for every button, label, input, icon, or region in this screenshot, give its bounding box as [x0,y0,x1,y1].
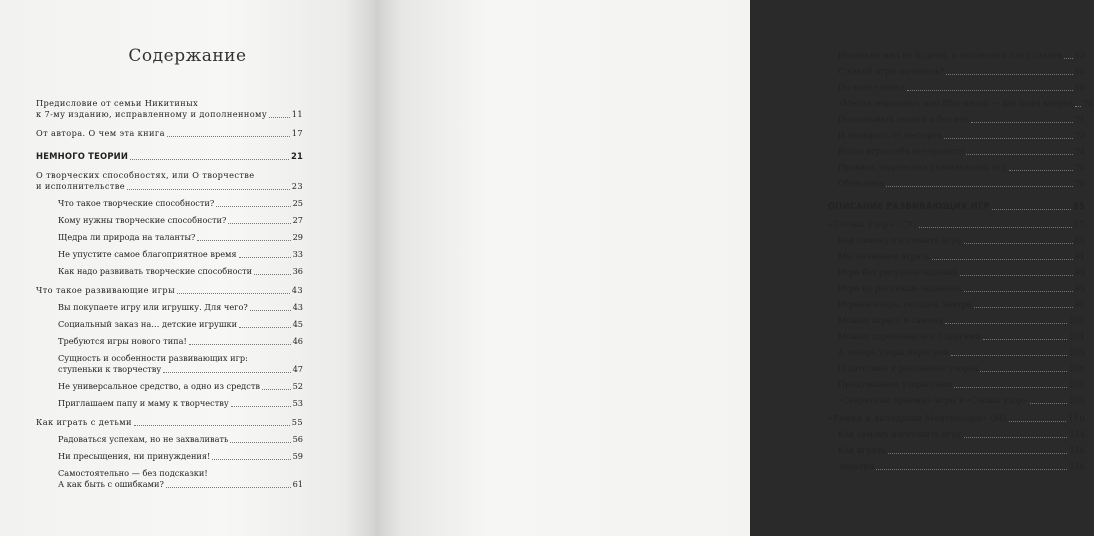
toc-list-left [36,98,303,490]
toc-entry [828,347,1085,358]
toc-page-number: 55 [291,417,303,427]
toc-entry-title: Можно соревноваться с другими [838,331,982,341]
dot-leader [269,117,290,118]
toc-page-number: 43 [292,302,303,312]
toc-entry [36,151,303,162]
toc-page-number: 93 [1074,267,1085,277]
toc-entry [36,128,303,139]
toc-list-right [828,45,1094,472]
toc-entry-title: А как быть с ошибками? [58,479,164,489]
dot-leader [964,291,1073,292]
toc-page-number: 45 [292,319,303,329]
dot-leader [944,138,1073,139]
toc-entry [828,395,1085,406]
toc-entry-title: «Метод ледокола», или Шаг назад — два шага вперед [838,98,1074,108]
toc-entry-title: Щедра ли природа на таланты? [58,232,196,242]
toc-page-number: 73 [1074,130,1085,140]
toc-entry-title: Социальный заказ на… детские игрушки [58,319,238,329]
toc-entry [828,146,1085,157]
toc-entry-title: «Рамки и вкладыши Монтессори» (М) [828,413,1007,423]
toc-entry [828,315,1085,326]
toc-entry [828,429,1085,440]
toc-page-number: 91 [1074,251,1085,261]
toc-page-number: 25 [292,198,303,208]
toc-entry [828,251,1085,262]
toc-entry [36,170,303,192]
toc-entry-title: Играем вчера, сегодня, завтра [838,299,972,309]
toc-entry [36,468,303,490]
toc-entry-title: Что такое развивающие игры [36,285,175,295]
toc-page-number: 100 [1069,315,1085,325]
dot-leader [964,243,1073,244]
dot-leader [228,223,290,224]
toc-entry [828,445,1085,456]
toc-entry-title: и исполнительстве [36,181,126,191]
toc-page-number: 87 [1073,219,1085,229]
left-page [0,0,375,536]
toc-entry-title: Не универсальное средство, а одно из средств [58,381,260,391]
toc-entry [36,215,303,226]
dot-leader [886,186,1073,187]
toc-page-number: 68 [1074,82,1085,92]
toc-page-number: 110 [1068,413,1085,423]
dot-leader [945,323,1067,324]
toc-page-number: 116 [1069,461,1085,471]
toc-entry-title: Ни пресыщения, ни принуждения! [58,451,211,461]
toc-page-number: 116 [1069,445,1085,455]
toc-entry [36,336,303,347]
toc-entry [36,319,303,330]
dot-leader [992,209,1071,210]
toc-entry-title: Как играть с детьми [36,417,132,427]
dot-leader [216,206,290,207]
toc-entry-title: Радоваться успехам, но не захваливать [58,434,229,444]
toc-entry [36,353,303,375]
dot-leader [964,437,1068,438]
toc-page-number: 53 [292,398,303,408]
toc-entry-title: ОПИСАНИЕ РАЗВИВАЮЩИХ ИГР [828,201,990,211]
toc-entry [828,461,1085,472]
toc-entry [828,50,1085,61]
toc-entry [36,381,303,392]
toc-entry [828,267,1085,278]
toc-page-number: 29 [292,232,303,242]
toc-page-number: 106 [1069,363,1085,373]
toc-page-number: 108 [1069,379,1085,389]
toc-entry-title: Вы покупаете игру или игрушку. Для чего? [58,302,248,312]
page-title: Содержание [128,46,247,66]
toc-entry [828,235,1085,246]
dot-leader [907,90,1073,91]
toc-entry-title: Можно играть и самому [838,315,944,325]
toc-page-number: 47 [292,364,303,374]
toc-entry-title: ступеньки к творчеству [58,364,162,374]
toc-entry [828,283,1085,294]
toc-entry-title: Правила творческих развивающих игр [838,162,1007,172]
dot-leader [230,442,290,443]
dot-leader [983,339,1067,340]
toc-entry [36,417,303,428]
toc-entry [828,363,1085,374]
toc-page-number: 70 [1083,98,1094,108]
toc-page-number: 66 [1074,66,1085,76]
dot-leader [167,136,290,137]
toc-page-number: 74 [1074,146,1085,156]
toc-entry [36,398,303,409]
dot-leader [127,189,290,190]
toc-entry-title: к 7-му изданию, исправленному и дополненному [36,109,268,119]
dot-leader [239,257,291,258]
toc-page-number: 46 [292,336,303,346]
dot-leader [974,307,1073,308]
dot-leader [1030,403,1068,404]
toc-entry [828,162,1085,173]
dot-leader [189,344,291,345]
toc-page-number: 98 [1074,299,1085,309]
toc-entry [36,198,303,209]
right-page [375,0,1094,536]
toc-entry [828,130,1085,141]
toc-entry-title-line: Предисловие от семьи Никитиных [36,98,199,108]
toc-entry-title: Когда игры себя исчерпают? [838,146,965,156]
toc-entry-title: Как самому изготовить игру [838,429,962,439]
toc-entry-title: Требуются игры нового типа! [58,336,187,346]
toc-entry-title: Мы начинаем играть [838,251,930,261]
toc-page-number: 114 [1069,429,1085,439]
toc-page-number: 11 [291,109,303,119]
toc-page-number: 59 [292,451,303,461]
toc-page-number: 27 [292,215,303,225]
toc-page-number: 23 [291,181,303,191]
toc-entry-title-line: Самостоятельно — без подсказки! [58,468,208,478]
toc-page-number: 78 [1074,178,1085,188]
toc-entry-title: Как играть [838,445,886,455]
toc-entry [36,266,303,277]
toc-page-number: 43 [291,285,303,295]
dot-leader [932,259,1073,260]
toc-page-number: 21 [290,151,303,161]
toc-entry-title: Подготовка к рисованию узоров [838,363,979,373]
dot-leader [250,310,291,311]
dot-leader [130,159,289,160]
toc-entry-title: Приглашаем папу и маму к творчеству [58,398,229,408]
toc-page-number: 52 [292,381,303,391]
toc-entry [36,451,303,462]
toc-entry [36,232,303,243]
toc-page-number: 89 [1074,235,1085,245]
toc-page-number: 109 [1069,395,1085,405]
toc-entry [828,201,1085,212]
dot-leader [231,406,291,407]
toc-page-number: 56 [292,434,303,444]
toc-entry-title: НЕМНОГО ТЕОРИИ [36,151,129,161]
toc-page-number: 101 [1069,331,1085,341]
toc-entry-title: Игра без рисунков-заданий [838,267,958,277]
dot-leader [951,355,1067,356]
toc-entry [828,331,1085,342]
toc-entry [36,249,303,260]
toc-entry [828,379,1085,390]
dot-leader [254,274,290,275]
toc-entry-title-line: О творческих способностях, или О творчестве [36,170,255,180]
toc-page-number: 61 [292,479,303,489]
dot-leader [919,227,1071,228]
toc-entry [36,434,303,445]
dot-leader [1009,170,1073,171]
toc-page-number: 33 [292,249,303,259]
dot-leader [971,122,1072,123]
toc-page-number: 105 [1069,347,1085,357]
toc-entry-title: «Сложи узор» (СУ) [828,219,918,229]
toc-entry [828,299,1085,310]
dot-leader [966,154,1072,155]
toc-entry-title: От автора. О чем эта книга [36,128,165,138]
dot-leader [1075,106,1081,107]
toc-entry-title: Насильно мил не будешь, а запретный плод сладок [838,50,1063,60]
dot-leader [876,469,1067,470]
dot-leader [166,487,291,488]
toc-page-number: 36 [292,266,303,276]
dot-leader [197,240,290,241]
toc-entry [36,285,303,296]
toc-entry [828,82,1085,93]
toc-entry [36,98,303,120]
dot-leader [134,425,290,426]
toc-entry [828,98,1094,109]
toc-page-number: 95 [1074,283,1085,293]
toc-entry-title: Обезьянка [838,178,885,188]
toc-entry [828,413,1085,424]
toc-page-number: 76 [1074,162,1085,172]
toc-page-number: 63 [1074,50,1085,60]
dot-leader [946,74,1073,75]
dot-leader [212,459,290,460]
toc-entry-title: Как самому изготовить игру [838,235,962,245]
toc-entry-title: Подсовывать сказки и без нее [838,114,970,124]
toc-entry-title: «Секретные приемы» игры в «Сложи узор» [838,395,1028,405]
toc-entry-title: Игра по рисункам-заданиям [838,283,962,293]
toc-entry-title: Как надо развивать творческие способности [58,266,253,276]
toc-page-number: 85 [1072,201,1085,211]
dot-leader [888,453,1068,454]
toc-entry [828,66,1085,77]
dot-leader [960,275,1073,276]
dot-leader [262,389,291,390]
toc-entry [828,178,1085,189]
toc-entry-title: Не упустите самое благоприятное время [58,249,237,259]
dot-leader [980,371,1067,372]
toc-page-number: 17 [291,128,303,138]
toc-entry-title: Что такое творческие способности? [58,198,215,208]
toc-entry-title: Кому нужны творческие способности? [58,215,227,225]
dot-leader [1009,421,1067,422]
toc-entry [828,114,1085,125]
toc-entry-title: С какой игры начинать? [838,66,945,76]
toc-entry [828,219,1085,230]
dot-leader [954,387,1068,388]
dot-leader [177,293,290,294]
toc-entry-title: А теперь узоры нарисуем [838,347,950,357]
toc-entry-title: И попырать от восторга [838,130,942,140]
toc-entry-title: Придумываем узоры сами [838,379,952,389]
toc-entry-title-line: Сущность и особенности развивающих игр: [58,353,248,363]
dot-leader [239,327,291,328]
toc-entry [36,302,303,313]
toc-entry-title: По воле «волн» [838,82,906,92]
toc-page-number: 71 [1074,114,1085,124]
dot-leader [163,372,290,373]
dot-leader [1064,58,1073,59]
toc-entry-title: Задания [838,461,874,471]
